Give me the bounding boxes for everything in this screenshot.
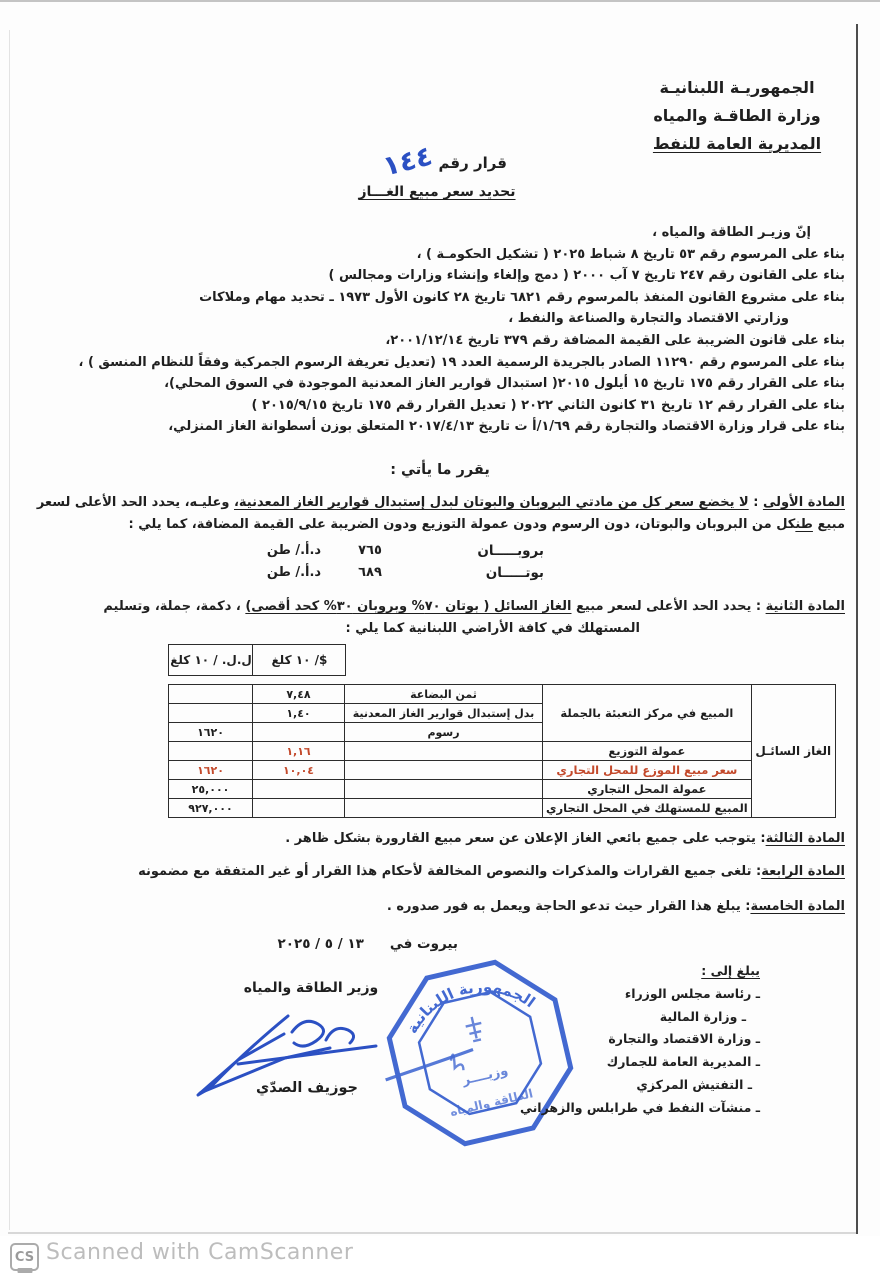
article-1-line2-pre: مبيع <box>812 517 845 532</box>
article-1-rest: وعليـه، يحدد الحد الأعلى لسعر <box>36 495 234 510</box>
lbp-fees: ١٦٢٠ <box>169 723 253 742</box>
row-label-distributor-price: سعر مبيع الموزع للمحل التجاري <box>543 761 752 780</box>
lbp-cylinder-replacement <box>169 704 253 723</box>
letterhead-ministry: وزارة الطاقـة والمياه <box>653 106 821 125</box>
usd-fees <box>253 723 345 742</box>
distribution-item: ـ وزارة المالية <box>659 1008 746 1024</box>
group-liquid-gas: الغاز السائـل <box>751 685 835 818</box>
preamble-line: بناء على المرسوم رقم ٥٣ تاريخ ٨ شباط ٢٠٢٥ ( تشكيل الحكومـة ) ، <box>416 246 845 262</box>
scan-edge-top <box>0 0 880 2</box>
article-5-text: : يبلغ هذا القرار حيث تدعو الحاجة ويعمل به فور صدوره . <box>386 899 751 914</box>
article-3-label: المادة الثالثة <box>765 831 845 846</box>
preamble-line: بناء على القانون رقم ٢٤٧ تاريخ ٧ آب ٢٠٠٠ ( دمج وإلغاء وإنشاء وزارات ومجالس ) <box>328 268 845 284</box>
preamble-line: بناء على القرار رقم ١٢ تاريخ ٣١ كانون الثاني ٢٠٢٢ ( تعديل القرار رقم ١٧٥ تاريخ ٢٠١٥/٩/١٥ ) <box>251 397 845 413</box>
lbp-shop-fee: ٢٥,٠٠٠ <box>169 780 253 799</box>
row-label-consumer-price: المبيع للمستهلك في المحل التجاري <box>543 799 752 818</box>
sub-empty <box>345 799 543 818</box>
scan-edge-bottom <box>8 1232 856 1234</box>
price-line-propane <box>0 543 880 565</box>
stamp-middle-text: وزيــــر <box>461 1063 510 1089</box>
preamble-line: إنّ وزيـر الطاقة والمياه ، <box>652 225 811 240</box>
table-row <box>169 685 836 704</box>
price-table-header <box>168 644 346 676</box>
propane-label: بروبـــــان <box>477 543 544 559</box>
article-2-line-2: المستهلك في كافة الأراضي اللبنانية كما يلي : <box>345 621 640 636</box>
sub-empty <box>345 742 543 761</box>
decides-heading: يقرر ما يأتي : <box>390 462 490 478</box>
usd-goods-cost: ٧,٤٨ <box>253 685 345 704</box>
lbp-distributor-price: ١٦٢٠ <box>169 761 253 780</box>
price-table-body <box>168 684 836 818</box>
stamp-bottom-text: الطاقة والمياه <box>448 1086 535 1120</box>
usd-distribution-fee: ١,١٦ <box>253 742 345 761</box>
butane-value: ٦٨٩ <box>358 565 382 580</box>
preamble-line: بناء على المرسوم رقم ١١٢٩٠ الصادر بالجريدة الرسمية العدد ١٩ (تعديل تعريفة الرسوم الجمركية وفقاً للنظام المنسق ) ، <box>78 354 845 370</box>
scan-edge-right <box>856 24 858 1234</box>
distribution-item: ـ المديرية العامة للجمارك <box>606 1054 760 1070</box>
article-1-line-2 <box>33 514 845 536</box>
letterhead-directorate: المديرية العامة للنفط <box>652 134 822 153</box>
table-row <box>169 780 836 799</box>
letterhead-republic: الجمهوريـة اللبنانيـة <box>659 78 815 97</box>
article-1 <box>33 492 845 536</box>
article-1-label: المادة الأولى <box>762 495 845 510</box>
cedar-emblem <box>464 1015 485 1042</box>
butane-unit: د.أ./ طن <box>266 565 322 580</box>
decision-number-label: قرار رقم <box>438 154 507 172</box>
sub-fees: رسوم <box>345 723 543 742</box>
article-4-label: المادة الرابعة <box>761 864 845 879</box>
row-label-wholesale: المبيع في مركز التعبئة بالجملة <box>543 685 752 742</box>
decision-subject: تحديد سعر مبيع الغـــاز <box>358 184 516 200</box>
sub-empty <box>345 761 543 780</box>
usd-consumer-price <box>253 799 345 818</box>
camscanner-badge-text: CS <box>14 1249 35 1265</box>
article-1-bold-phrase: لا يخضع سعر كل من مادتي البروبان والبوتان لبدل إستبدال قوارير الغاز المعدنية، <box>233 495 749 510</box>
distribution-list <box>510 960 760 1120</box>
price-table <box>168 684 836 818</box>
article-2-bold-phrase: الغاز السائل ( بوتان ٧٠% وبروبان ٣٠% كحد أقصى) <box>245 599 572 614</box>
article-1-ton: طن <box>795 517 813 532</box>
camscanner-watermark: Scanned with CamScanner <box>46 1240 354 1265</box>
lbp-goods-cost <box>169 685 253 704</box>
distribution-item: ـ منشآت النفط في طرابلس والزهراني <box>519 1099 760 1115</box>
article-2-pre: : يحدد الحد الأعلى لسعر مبيع <box>571 599 766 614</box>
header-usd-per-10kg: $/ ١٠ كلغ <box>252 644 346 676</box>
preamble-line: بناء على مشروع القانون المنفذ بالمرسوم رقم ٦٨٢١ تاريخ ٢٨ كانون الأول ١٩٧٣ ـ تحديد مهام وملاكات <box>199 289 845 305</box>
camscanner-icon <box>10 1243 39 1271</box>
lbp-consumer-price: ٩٢٧,٠٠٠ <box>169 799 253 818</box>
article-2-line-1 <box>33 596 845 618</box>
issued-city: بيروت في <box>389 936 458 952</box>
article-1-line2-rest: كل من البروبان والبوتان، دون الرسوم ودون عمولة التوزيع ودون الضريبة على القيمة المضافة، كما يلي : <box>128 517 796 532</box>
table-row <box>169 742 836 761</box>
preamble-line: بناء على قانون الضريبة على القيمة المضافة رقم ٣٧٩ تاريخ ٢٠٠١/١٢/١٤، <box>385 332 845 348</box>
article-5 <box>33 896 845 918</box>
article-1-line-1 <box>33 492 845 514</box>
scan-edge-left <box>9 30 10 1230</box>
table-row <box>169 761 836 780</box>
sub-goods-cost: ثمن البضاعة <box>345 685 543 704</box>
header-lbp-per-10kg: ل.ل. / ١٠ كلغ <box>168 644 254 676</box>
minister-title: وزير الطاقة والمياه <box>243 980 379 996</box>
minister-name: جوزيف الصدّي <box>255 1080 359 1096</box>
lbp-distribution-fee <box>169 742 253 761</box>
issued-date: ١٣ / ٥ / ٢٠٢٥ <box>277 936 364 952</box>
letterhead <box>622 74 852 158</box>
usd-distributor-price: ١٠,٠٤ <box>253 761 345 780</box>
distribution-item: ـ التفتيش المركزي <box>636 1076 752 1092</box>
sub-cylinder-replacement: بدل إستبدال قوارير الغاز المعدنية <box>345 704 543 723</box>
row-label-distribution-fee: عمولة التوزيع <box>543 742 752 761</box>
decision-title-row <box>330 140 560 183</box>
butane-label: بوتـــــان <box>485 565 544 581</box>
article-2 <box>33 596 845 640</box>
usd-shop-fee <box>253 780 345 799</box>
article-4 <box>33 861 845 883</box>
article-5-label: المادة الخامسة <box>750 899 845 914</box>
distribution-item: ـ وزارة الاقتصاد والتجارة <box>608 1031 760 1047</box>
decision-number-handwritten: ١٤٤ <box>380 140 436 183</box>
sub-empty <box>345 780 543 799</box>
usd-cylinder-replacement: ١,٤٠ <box>253 704 345 723</box>
issued-line <box>228 936 458 952</box>
article-1-sep: : <box>748 495 763 510</box>
propane-unit: د.أ./ طن <box>266 543 322 558</box>
article-2-rest: ، دكمة، جملة، وتسليم <box>103 599 246 614</box>
distribution-item: ـ رئاسة مجلس الوزراء <box>624 985 760 1001</box>
distribution-title: يبلغ إلى : <box>701 963 760 978</box>
article-2-label: المادة الثانية <box>765 599 845 614</box>
stamp-top-text: الجمهورية اللبنانية <box>402 977 539 1037</box>
preamble-line: بناء على القرار رقم ١٧٥ تاريخ ١٥ أيلول ٢٠١٥( استبدال قوارير الغاز المعدنية الموجودة في السوق المحلي)، <box>164 376 845 392</box>
article-4-text: : تلغى جميع القرارات والمذكرات والنصوص المخالفة لأحكام هذا القرار أو غير المتفقة مع مضمونه <box>138 864 762 879</box>
article-3-text: : يتوجب على جميع بائعي الغاز الإعلان عن سعر مبيع القارورة بشكل ظاهر . <box>285 831 766 846</box>
preamble-line: وزارتي الاقتصاد والتجارة والصناعة والنفط ، <box>508 311 789 327</box>
propane-value: ٧٦٥ <box>358 543 382 558</box>
preamble-line: بناء على قرار وزارة الاقتصاد والتجارة رقم ١/٦٩/أ ت تاريخ ٢٠١٧/٤/١٣ المتعلق بوزن أسطوانة الغاز المنزلي، <box>168 419 845 435</box>
price-line-butane <box>0 565 880 587</box>
row-label-shop-fee: عمولة المحل التجاري <box>543 780 752 799</box>
table-row <box>169 799 836 818</box>
preamble <box>33 222 845 438</box>
article-3 <box>33 828 845 850</box>
